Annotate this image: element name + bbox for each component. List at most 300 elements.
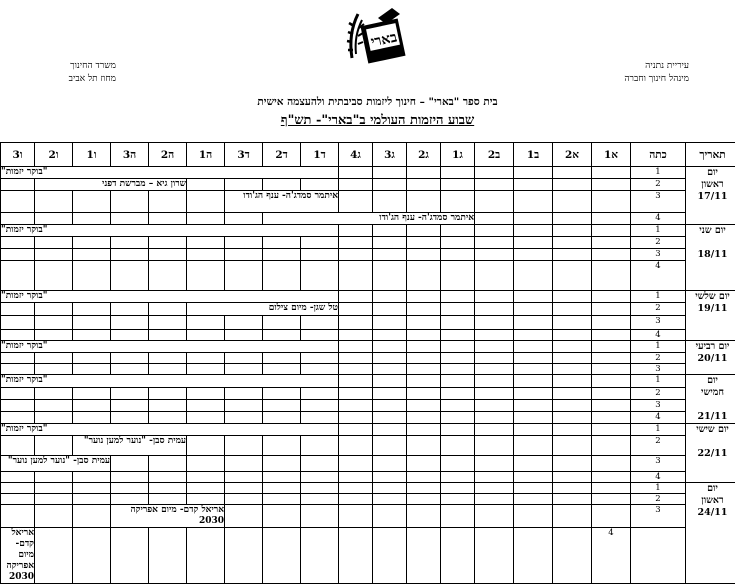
- empty-cell: [475, 472, 514, 483]
- period-cell: 3: [631, 456, 686, 472]
- empty-cell: [514, 528, 553, 584]
- empty-cell: [1, 436, 35, 456]
- col-b2: ב2: [475, 143, 514, 167]
- empty-cell: [187, 237, 225, 249]
- morning-event: "בוקר יזמות": [1, 167, 339, 179]
- empty-cell: [149, 412, 187, 424]
- empty-cell: [111, 353, 149, 364]
- empty-cell: [514, 237, 553, 249]
- table-row: [1, 225, 735, 237]
- empty-cell: [514, 225, 553, 237]
- empty-cell: [373, 225, 407, 237]
- empty-cell: [553, 436, 592, 456]
- table-row: [1, 364, 735, 375]
- empty-cell: [35, 303, 73, 316]
- event-cell: איתמר סמדג'ה- ענף הג'ודו: [263, 213, 475, 225]
- empty-cell: [407, 237, 441, 249]
- col-d1: ד1: [301, 143, 339, 167]
- empty-cell: [553, 375, 592, 388]
- empty-cell: [373, 483, 407, 494]
- empty-cell: [475, 249, 514, 261]
- empty-cell: [514, 412, 553, 424]
- table-row: [1, 249, 735, 261]
- empty-cell: [263, 412, 301, 424]
- empty-cell: [1, 494, 35, 505]
- table-row: [1, 412, 735, 424]
- empty-cell: [514, 505, 553, 528]
- empty-cell: [73, 261, 111, 291]
- empty-cell: [373, 330, 407, 341]
- empty-cell: [373, 424, 407, 436]
- empty-cell: [225, 472, 263, 483]
- empty-cell: [339, 494, 373, 505]
- empty-cell: [73, 505, 111, 528]
- period-cell: 2: [631, 388, 686, 400]
- empty-cell: [592, 436, 631, 456]
- empty-cell: [373, 528, 407, 584]
- empty-cell: [301, 388, 339, 400]
- empty-cell: [73, 472, 111, 483]
- empty-cell: [1, 400, 35, 412]
- period-cell: 2: [631, 179, 686, 191]
- empty-cell: [187, 249, 225, 261]
- empty-cell: [475, 483, 514, 494]
- empty-cell: [1, 191, 35, 213]
- empty-cell: [407, 167, 441, 179]
- empty-cell: [553, 191, 592, 213]
- empty-cell: [187, 213, 225, 225]
- empty-cell: [35, 494, 73, 505]
- empty-cell: [339, 237, 373, 249]
- empty-cell: [301, 505, 339, 528]
- empty-cell: [553, 400, 592, 412]
- table-row: [1, 436, 735, 456]
- empty-cell: [187, 353, 225, 364]
- table-row: [1, 341, 735, 353]
- empty-cell: [111, 213, 149, 225]
- day-cell: יום שלשי 19/11: [686, 291, 735, 341]
- empty-cell: [592, 261, 631, 291]
- empty-cell: [553, 316, 592, 330]
- empty-cell: [263, 261, 301, 291]
- empty-cell: [35, 400, 73, 412]
- period-cell: 4: [631, 412, 686, 424]
- morning-event: "בוקר יזמות": [1, 291, 339, 303]
- empty-cell: [373, 167, 407, 179]
- header-row: [1, 143, 735, 167]
- empty-cell: [187, 528, 225, 584]
- empty-cell: [514, 191, 553, 213]
- empty-cell: [1, 505, 35, 528]
- empty-cell: [225, 483, 263, 494]
- empty-cell: [553, 261, 592, 291]
- empty-cell: [514, 494, 553, 505]
- empty-cell: [149, 213, 187, 225]
- empty-cell: [373, 436, 407, 456]
- period-cell: 4: [631, 213, 686, 225]
- period-cell: 3: [631, 316, 686, 330]
- empty-cell: [373, 364, 407, 375]
- empty-cell: [149, 472, 187, 483]
- empty-cell: [1, 330, 35, 341]
- empty-cell: [35, 412, 73, 424]
- empty-cell: [475, 167, 514, 179]
- empty-cell: [441, 191, 475, 213]
- col-e2: ה2: [149, 143, 187, 167]
- empty-cell: [111, 388, 149, 400]
- morning-event: "בוקר יזמות": [1, 424, 339, 436]
- empty-cell: [553, 225, 592, 237]
- table-row: [1, 291, 735, 303]
- empty-cell: [441, 167, 475, 179]
- day-cell: יום ראשון 24/11: [686, 483, 735, 584]
- col-c4: ג4: [339, 143, 373, 167]
- empty-cell: [149, 316, 187, 330]
- empty-cell: [149, 237, 187, 249]
- empty-cell: [1, 388, 35, 400]
- empty-cell: [553, 528, 592, 584]
- empty-cell: [475, 412, 514, 424]
- empty-cell: [441, 249, 475, 261]
- empty-cell: [407, 316, 441, 330]
- period-cell: 4: [592, 528, 631, 584]
- empty-cell: [373, 505, 407, 528]
- empty-cell: [263, 237, 301, 249]
- day-cell: יום ראשון 17/11: [686, 167, 735, 225]
- empty-cell: [441, 179, 475, 191]
- period-cell: 2: [631, 237, 686, 249]
- empty-cell: [592, 375, 631, 388]
- table-row: [1, 330, 735, 341]
- empty-cell: [263, 330, 301, 341]
- empty-cell: [301, 330, 339, 341]
- empty-cell: [407, 483, 441, 494]
- empty-cell: [373, 472, 407, 483]
- col-date: תאריך: [686, 143, 735, 167]
- col-a1: א1: [592, 143, 631, 167]
- empty-cell: [553, 291, 592, 303]
- empty-cell: [187, 412, 225, 424]
- empty-cell: [1, 412, 35, 424]
- municipality-header: [609, 60, 689, 86]
- empty-cell: [225, 364, 263, 375]
- empty-cell: [35, 364, 73, 375]
- col-c1: ג1: [441, 143, 475, 167]
- empty-cell: [475, 330, 514, 341]
- event-cell: אריאל קדם- מיום אפריקה 2030: [1, 528, 35, 584]
- empty-cell: [373, 375, 407, 388]
- empty-cell: [111, 456, 149, 472]
- empty-cell: [111, 249, 149, 261]
- empty-cell: [339, 261, 373, 291]
- empty-cell: [407, 400, 441, 412]
- table-row: [1, 191, 735, 213]
- event-cell: שרון גיא – מברשת דפני: [35, 179, 187, 191]
- school-logo: [344, 4, 414, 64]
- empty-cell: [514, 316, 553, 330]
- empty-cell: [73, 316, 111, 330]
- empty-cell: [187, 436, 225, 456]
- empty-cell: [301, 412, 339, 424]
- period-cell: 1: [631, 167, 686, 179]
- morning-event: "בוקר יזמות": [1, 375, 339, 388]
- empty-cell: [592, 291, 631, 303]
- period-cell: 3: [631, 505, 686, 528]
- empty-cell: [475, 261, 514, 291]
- empty-cell: [187, 179, 225, 191]
- empty-cell: [263, 436, 301, 456]
- empty-cell: [111, 303, 149, 316]
- table-row: [1, 237, 735, 249]
- empty-cell: [111, 472, 149, 483]
- empty-cell: [373, 341, 407, 353]
- empty-cell: [475, 505, 514, 528]
- period-cell: 1: [631, 375, 686, 388]
- empty-cell: [441, 330, 475, 341]
- table-row: [1, 388, 735, 400]
- municipality-name: עיריית נתניה: [609, 60, 689, 73]
- empty-cell: [592, 412, 631, 424]
- empty-cell: [553, 505, 592, 528]
- empty-cell: [553, 483, 592, 494]
- empty-cell: [1, 303, 35, 316]
- col-c2: ג2: [407, 143, 441, 167]
- empty-cell: [407, 505, 441, 528]
- empty-cell: [373, 456, 407, 472]
- empty-cell: [553, 167, 592, 179]
- empty-cell: [475, 213, 514, 225]
- empty-cell: [225, 261, 263, 291]
- empty-cell: [111, 483, 149, 494]
- empty-cell: [301, 436, 339, 456]
- empty-cell: [339, 341, 373, 353]
- empty-cell: [35, 528, 73, 584]
- empty-cell: [73, 412, 111, 424]
- empty-cell: [592, 456, 631, 472]
- empty-cell: [373, 388, 407, 400]
- empty-cell: [73, 388, 111, 400]
- empty-cell: [149, 353, 187, 364]
- empty-cell: [407, 388, 441, 400]
- empty-cell: [475, 364, 514, 375]
- empty-cell: [111, 412, 149, 424]
- empty-cell: [73, 191, 111, 213]
- empty-cell: [441, 341, 475, 353]
- table-row: [1, 424, 735, 436]
- empty-cell: [514, 400, 553, 412]
- table-row: [1, 303, 735, 316]
- empty-cell: [441, 494, 475, 505]
- empty-cell: [1, 472, 35, 483]
- empty-cell: [441, 353, 475, 364]
- empty-cell: [592, 179, 631, 191]
- school-description: בית ספר "בארי" – חינוך ליזמות סביבתית ולהעצמה אישית: [200, 96, 555, 108]
- empty-cell: [514, 436, 553, 456]
- empty-cell: [149, 400, 187, 412]
- empty-cell: [225, 237, 263, 249]
- empty-cell: [592, 424, 631, 436]
- empty-cell: [73, 364, 111, 375]
- empty-cell: [263, 505, 301, 528]
- empty-cell: [475, 191, 514, 213]
- empty-cell: [339, 483, 373, 494]
- empty-cell: [441, 316, 475, 330]
- empty-cell: [407, 528, 441, 584]
- empty-cell: [149, 261, 187, 291]
- empty-cell: [35, 330, 73, 341]
- empty-cell: [111, 316, 149, 330]
- empty-cell: [592, 316, 631, 330]
- empty-cell: [263, 483, 301, 494]
- empty-cell: [514, 456, 553, 472]
- empty-cell: [441, 505, 475, 528]
- empty-cell: [592, 472, 631, 483]
- empty-cell: [263, 364, 301, 375]
- empty-cell: [475, 528, 514, 584]
- empty-cell: [301, 456, 339, 472]
- table-row: [1, 179, 735, 191]
- empty-cell: [441, 303, 475, 316]
- empty-cell: [111, 494, 149, 505]
- empty-cell: [111, 330, 149, 341]
- empty-cell: [339, 400, 373, 412]
- period-cell: 2: [631, 303, 686, 316]
- period-cell: 1: [631, 225, 686, 237]
- empty-cell: [475, 179, 514, 191]
- empty-cell: [1, 261, 35, 291]
- empty-cell: [187, 316, 225, 330]
- day-cell: יום רביעי 20/11: [686, 341, 735, 375]
- empty-cell: [553, 341, 592, 353]
- empty-cell: [225, 456, 263, 472]
- empty-cell: [553, 412, 592, 424]
- empty-cell: [553, 353, 592, 364]
- event-cell: עמית סבן- "נוער למען נוער": [1, 456, 111, 472]
- col-e3: ה3: [111, 143, 149, 167]
- logo-text: בארי: [369, 29, 398, 50]
- period-cell: 3: [631, 191, 686, 213]
- period-cell: 2: [631, 494, 686, 505]
- empty-cell: [339, 472, 373, 483]
- period-cell: 1: [631, 341, 686, 353]
- empty-cell: [514, 167, 553, 179]
- empty-cell: [475, 400, 514, 412]
- empty-cell: [1, 213, 35, 225]
- empty-cell: [339, 249, 373, 261]
- empty-cell: [225, 353, 263, 364]
- empty-cell: [553, 388, 592, 400]
- day-cell: יום שני 18/11: [686, 225, 735, 291]
- empty-cell: [592, 167, 631, 179]
- event-cell: טל שגן- מיום צילום: [187, 303, 339, 316]
- col-d3: ד3: [225, 143, 263, 167]
- empty-cell: [149, 249, 187, 261]
- empty-cell: [339, 167, 373, 179]
- empty-cell: [475, 424, 514, 436]
- morning-event: "בוקר יזמות": [1, 225, 339, 237]
- table-row: [1, 261, 735, 291]
- empty-cell: [301, 364, 339, 375]
- empty-cell: [225, 179, 263, 191]
- empty-cell: [592, 330, 631, 341]
- table-row: [1, 167, 735, 179]
- col-c3: ג3: [373, 143, 407, 167]
- empty-cell: [1, 249, 35, 261]
- table-row: [1, 483, 735, 494]
- empty-cell: [553, 494, 592, 505]
- empty-cell: [187, 388, 225, 400]
- empty-cell: [407, 191, 441, 213]
- empty-cell: [514, 483, 553, 494]
- event-cell: איתמר סמדג'ה- ענף הג'ודו: [225, 191, 339, 213]
- empty-cell: [339, 505, 373, 528]
- empty-cell: [592, 225, 631, 237]
- empty-cell: [592, 213, 631, 225]
- period-cell: 2: [631, 353, 686, 364]
- empty-cell: [514, 472, 553, 483]
- day-cell: יום חמישי 21/11: [686, 375, 735, 424]
- empty-cell: [301, 494, 339, 505]
- empty-cell: [441, 364, 475, 375]
- period-cell: 2: [631, 436, 686, 456]
- empty-cell: [187, 456, 225, 472]
- empty-cell: [553, 330, 592, 341]
- empty-cell: [149, 364, 187, 375]
- empty-cell: [592, 303, 631, 316]
- col-class: כתה: [631, 143, 686, 167]
- empty-cell: [407, 364, 441, 375]
- empty-cell: [592, 388, 631, 400]
- empty-cell: [339, 528, 373, 584]
- empty-cell: [1, 353, 35, 364]
- empty-cell: [339, 179, 373, 191]
- empty-cell: [149, 388, 187, 400]
- empty-cell: [373, 237, 407, 249]
- empty-cell: [111, 400, 149, 412]
- empty-cell: [1, 483, 35, 494]
- empty-cell: [187, 191, 225, 213]
- empty-cell: [475, 303, 514, 316]
- empty-cell: [553, 249, 592, 261]
- period-cell: 4: [631, 261, 686, 291]
- empty-cell: [73, 330, 111, 341]
- empty-cell: [339, 412, 373, 424]
- empty-cell: [339, 456, 373, 472]
- empty-cell: [441, 225, 475, 237]
- empty-cell: [111, 191, 149, 213]
- empty-cell: [225, 249, 263, 261]
- empty-cell: [475, 456, 514, 472]
- empty-cell: [553, 179, 592, 191]
- empty-cell: [553, 237, 592, 249]
- empty-cell: [475, 388, 514, 400]
- empty-cell: [301, 179, 339, 191]
- empty-cell: [441, 483, 475, 494]
- empty-cell: [514, 388, 553, 400]
- empty-cell: [73, 400, 111, 412]
- empty-cell: [73, 303, 111, 316]
- empty-cell: [553, 213, 592, 225]
- empty-cell: [263, 353, 301, 364]
- table-row: [1, 456, 735, 472]
- empty-cell: [407, 225, 441, 237]
- day-cell: יום שישי 22/11: [686, 424, 735, 483]
- period-cell: 1: [631, 291, 686, 303]
- empty-cell: [407, 303, 441, 316]
- empty-cell: [225, 436, 263, 456]
- empty-cell: [301, 472, 339, 483]
- empty-cell: [592, 400, 631, 412]
